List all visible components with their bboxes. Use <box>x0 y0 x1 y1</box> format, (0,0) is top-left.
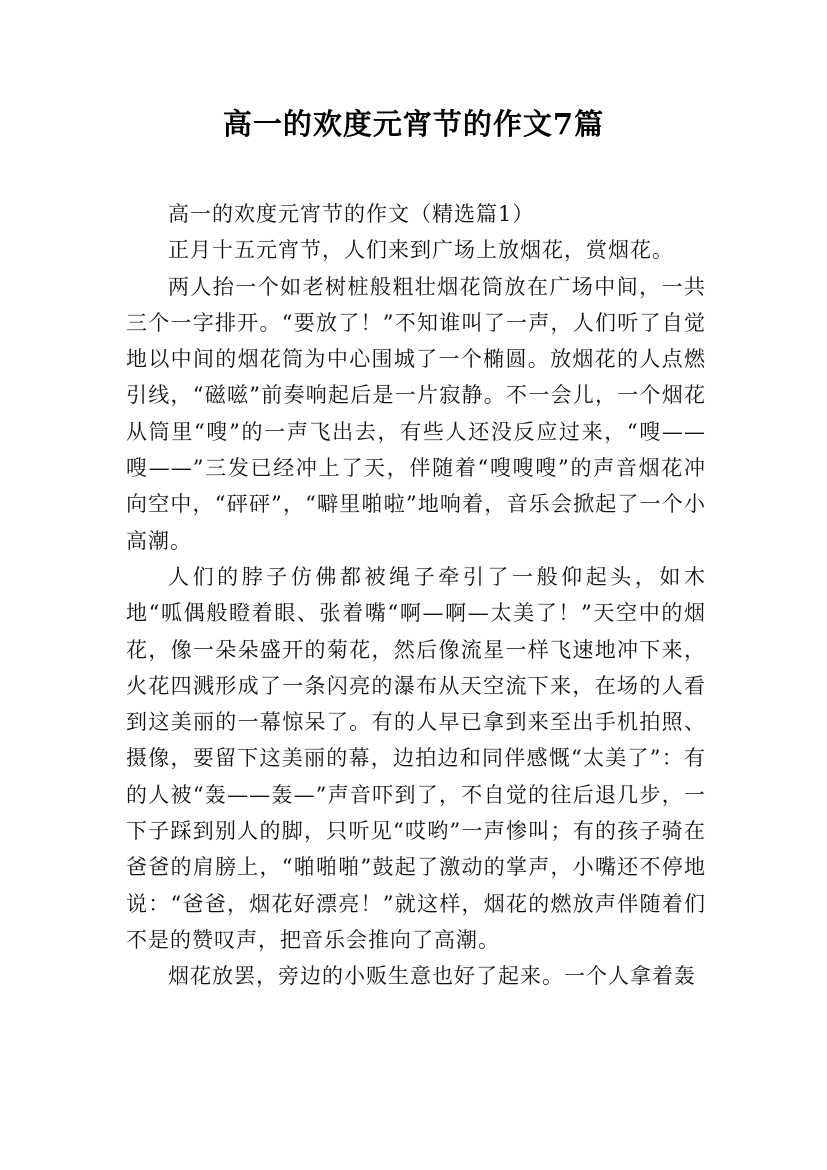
paragraph: 烟花放罢，旁边的小贩生意也好了起来。一个人拿着轰 <box>168 964 696 989</box>
paragraph: 正月十五元宵节，人们来到广场上放烟花，赏烟花。 <box>168 238 674 263</box>
document-body <box>126 196 706 995</box>
paragraph: 人们的脖子仿佛都被绳子牵引了一般仰起头，如木地“呱偶般瞪着眼、张着嘴“啊—啊—太美了！”天空中的烟花，像一朵朵盛开的菊花，然后像流星一样飞速地冲下来，火花四溅形成了一条闪亮的瀑布从天空流下来，在场的人看到这美丽的一幕惊呆了。有的人早已拿到来至出手机拍照、摄像，要留下这美丽的幕，边拍边和同伴感慨“太美了”：有的人被“轰——轰—”声音吓到了，不自觉的往后退几步，一下子踩到别人的脚，只听见“哎哟”一声惨叫；有的孩子骑在爸爸的肩膀上，“啪啪啪”鼓起了激动的掌声，小嘴还不停地说：“爸爸，烟花好漂亮！”就这样，烟花的燃放声伴随着们不是的赞叹声，把音乐会推向了高潮。 <box>126 564 706 952</box>
document-title: 高一的欢度元宵节的作文7篇 <box>222 107 605 141</box>
section-heading: 高一的欢度元宵节的作文（精选篇1） <box>168 202 535 226</box>
paragraph: 两人抬一个如老树桩般粗壮烟花筒放在广场中间，一共三个一字排开。“要放了！”不知谁叫了一声，人们听了自觉地以中间的烟花筒为中心围城了一个椭圆。放烟花的人点燃引线，“磁嗞”前奏响起后是一片寂静。不一会儿，一个烟花从筒里“嗖”的一声飞出去，有些人还没反应过来，“嗖——嗖——”三发已经冲上了天，伴随着“嗖嗖嗖”的声音烟花冲向空中，“砰砰”，“噼里啪啦”地响着，音乐会掀起了一个小高潮。 <box>126 274 706 553</box>
